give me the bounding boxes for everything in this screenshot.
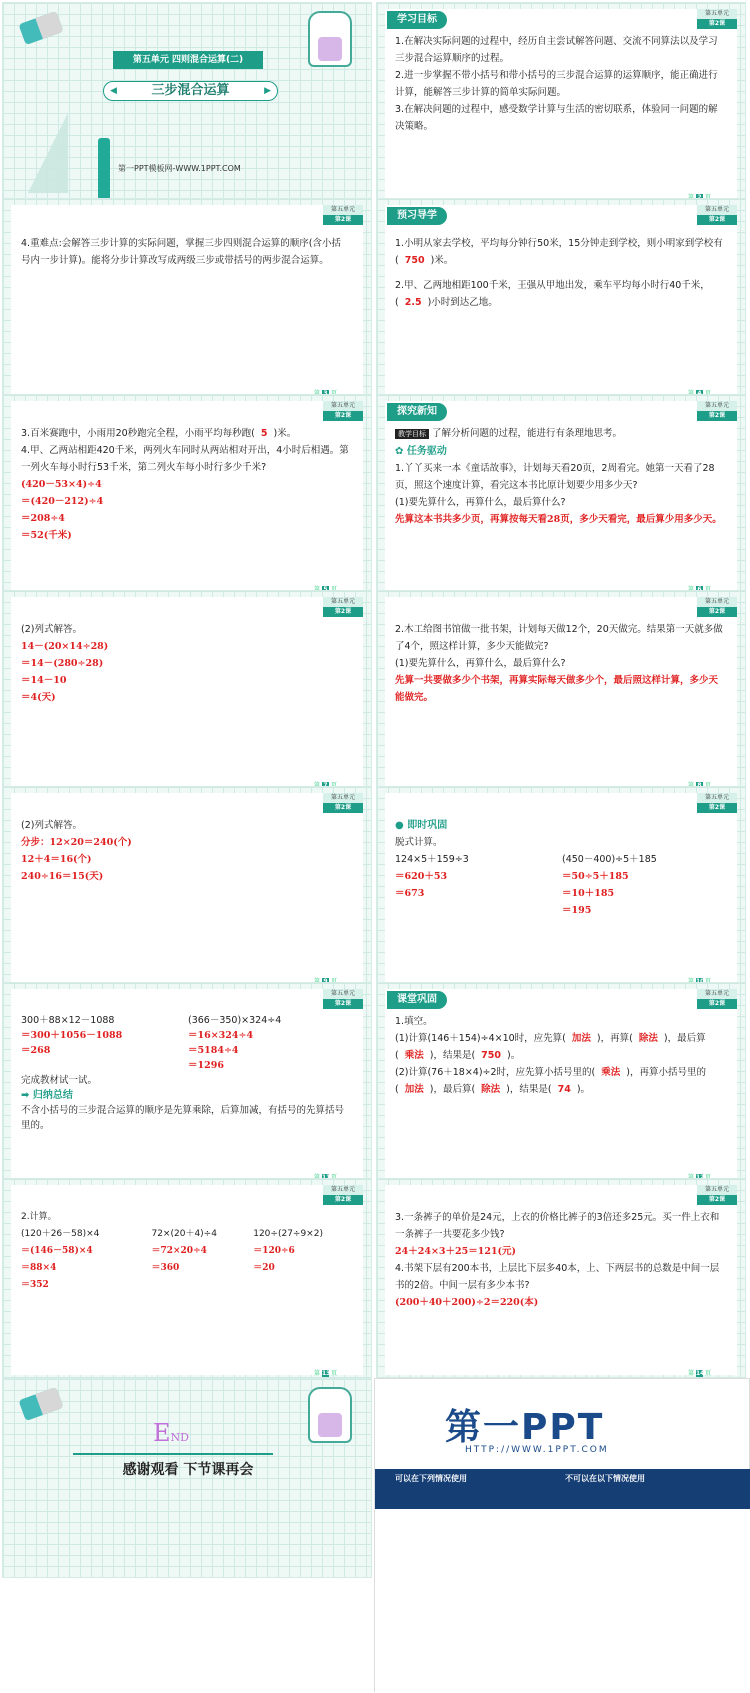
unit-tag: 第五单元 第2课 — [697, 1185, 737, 1205]
unit-tag: 第五单元 第2课 — [697, 793, 737, 813]
backpack-icon — [308, 11, 352, 67]
unit-tag: 第五单元 第2课 — [697, 205, 737, 225]
slide-body: (2)列式解答。 分步：12×20＝240(个) 12＋4＝16(个) 240÷16＝15(天) — [21, 820, 132, 882]
slide-exercise-3-4 — [2, 394, 372, 602]
slide-body: ● 即时巩固 脱式计算。 124×5＋159÷3 ＝620＋53 ＝673 (450－400)÷5＋185 ＝50÷5＋185 ＝10＋185 ＝195 — [395, 820, 657, 916]
slide-body: 教学目标 了解分析问题的过程，能进行有条理地思考。 ✿ 任务驱动 1.丫丫买来一本《童话故事》，计划每天看20页，2周看完。她第一天看了28页，照这个速度计算，看完这本书比原计划要少用多少天? (1)要先算什么，再算什么，最后算什么? 先算这本书共多少页，再算按每天看28页，多少天看完，最后算少用多少天。 — [395, 428, 722, 525]
unit-tag: 第五单元 第2课 — [323, 1185, 363, 1205]
page-number: 第 13页 — [313, 1370, 337, 1377]
slide-body: 1.小明从家去学校，平均每分钟行50米，15分钟走到学校，则小明家到学校有( 750 )米。 2.甲、乙两地相距100千米，王强从甲地出发，乘车平均每小时行40千米，( 2.5 )小时到达乙地。 — [395, 238, 723, 308]
unit-tag: 第五单元 第2课 — [697, 989, 737, 1009]
slide-body: 2.计算。 (120＋26－58)×4 ＝(146－58)×4 ＝88×4 ＝352 72×(20＋4)÷4 ＝72×20÷4 ＝360 120÷(27÷9×2) ＝120÷6 ＝20 — [21, 1212, 323, 1290]
slide-body: 3.一条裤子的单价是24元，上衣的价格比裤子的3倍还多25元。买一件上衣和一条裤子一共要花多少钱? 24＋24×3＋25＝121(元) 4.书架下层有200本书，上层比下层多40本，上、下两层书的总数是中间一层书的2倍。中间一层有多少本书? (200＋40＋200)÷2＝220(本) — [395, 1212, 720, 1308]
unit-title: 第五单元 四则混合运算(二) — [113, 51, 263, 69]
backpack-icon — [308, 1387, 352, 1443]
slide-preview — [376, 198, 746, 406]
unit-tag: 第五单元 第2课 — [323, 793, 363, 813]
slide-explore — [376, 394, 746, 602]
slide-body: (2)列式解答。 14－(20×14÷28) ＝14－(280÷28) ＝14－10 ＝4(天) — [21, 624, 109, 703]
end-mark: END — [153, 1419, 189, 1447]
slide-body: 300＋88×12－1088 ＝300＋1056－1088 ＝268 (366－350)×324÷4 ＝16×324÷4 ＝5184÷4 ＝1296 完成教材试一试。 ➡ 归纳总结 不含小括号的三步混合运算的顺序是先算乘除，后算加减，有括号的先算括号里的。 — [21, 1015, 345, 1131]
slide-keypoints — [2, 198, 372, 406]
ruler-triangle-icon — [28, 113, 68, 193]
slide-compute — [2, 1178, 372, 1386]
slide-practice-2 — [2, 982, 372, 1190]
unit-tag: 第五单元 第2课 — [697, 597, 737, 617]
lesson-title: ◀ 三步混合运算 ▶ — [103, 81, 278, 101]
unit-tag: 第五单元 第2课 — [697, 9, 737, 29]
section-header: 探究新知 — [387, 403, 447, 421]
page-number: 第 14页 — [687, 1370, 711, 1377]
next-arrow-icon: ▶ — [264, 86, 271, 96]
bullet-icon: ● — [395, 820, 408, 831]
eraser-icon — [18, 11, 63, 45]
gear-icon: ✿ — [395, 446, 407, 457]
unit-tag: 第五单元 第2课 — [323, 989, 363, 1009]
unit-tag: 第五单元 第2课 — [323, 597, 363, 617]
slide-word-problems — [376, 1178, 746, 1386]
slide-solution-2 — [2, 786, 372, 994]
unit-tag: 第五单元 第2课 — [323, 205, 363, 225]
cover-footer: 第一PPT模板网-WWW.1PPT.COM — [118, 164, 241, 173]
slide-practice — [376, 786, 746, 994]
slide-cover — [2, 2, 372, 210]
prev-arrow-icon: ◀ — [110, 86, 117, 96]
arrow-icon: ➡ — [21, 1090, 33, 1101]
slide-body: 4.重难点:会解答三步计算的实际问题，掌握三步四则混合运算的顺序(含小括号内一步计算)。能将分步计算改写成两级三步或带括号的两步混合运算。 — [21, 238, 341, 266]
slide-body: 2.木工给图书馆做一批书架，计划每天做12个，20天做完。结果第一天就多做了4个，照这样计算，多少天能做完? (1)要先算什么，再算什么，最后算什么? 先算一共要做多少个书架，再算实际每天做多少个，最后照这样计算，多少天能做完。 — [395, 624, 723, 703]
slide-consolidation — [376, 982, 746, 1190]
slide-end — [2, 1378, 372, 1578]
thanks-text: 感谢观看 下节课再会 — [122, 1462, 254, 1478]
eraser-icon — [18, 1387, 63, 1421]
slide-body: 1.在解决实际问题的过程中，经历自主尝试解答问题、交流不同算法以及学习三步混合运算顺序的过程。 2.进一步掌握不带小括号和带小括号的三步混合运算的运算顺序，能正确进行计算，能解答三步计算的简单实际问题。 3.在解决问题的过程中，感受数学计算与生活的密切联系，体验同一问题的解决策略。 — [395, 36, 718, 132]
slide-problem-2 — [376, 590, 746, 798]
section-header: 课堂巩固 — [387, 991, 447, 1009]
unit-tag: 第五单元 第2课 — [323, 401, 363, 421]
slide-body: 3.百米赛跑中，小雨用20秒跑完全程，小雨平均每秒跑( 5 )米。 4.甲、乙两站相距420千米，两列火车同时从两站相对开出，4小时后相遇。第一列火车每小时行53千米，第二列火车每小时行多少千米? (420－53×4)÷4 ＝(420－212)÷4 ＝208÷4 ＝52(千米) — [21, 428, 349, 541]
slide-solution-1 — [2, 590, 372, 798]
slide-body: 1.填空。 (1)计算(146＋154)÷4×10时，应先算( 加法 )，再算( 除法 )，最后算( 乘法 )，结果是( 750 )。 (2)计算(76＋18×4)÷2时，应先算小括号里的( 乘法 )，再算小括号里的( 加法 )，最后算( 除法 )，结果是( 74 )。 — [395, 1016, 706, 1095]
unit-tag: 第五单元 第2课 — [697, 401, 737, 421]
brand-logo: 第一PPT — [445, 1407, 605, 1448]
section-header: 预习导学 — [387, 207, 447, 225]
ppt-ad-slide: 第一PPT HTTP://WWW.1PPT.COM 可以在下列情况使用 不可以在以下情况使用 — [374, 1378, 750, 1692]
slide-objectives — [376, 2, 746, 210]
brand-url: HTTP://WWW.1PPT.COM — [465, 1445, 609, 1455]
section-header: 学习目标 — [387, 11, 447, 29]
